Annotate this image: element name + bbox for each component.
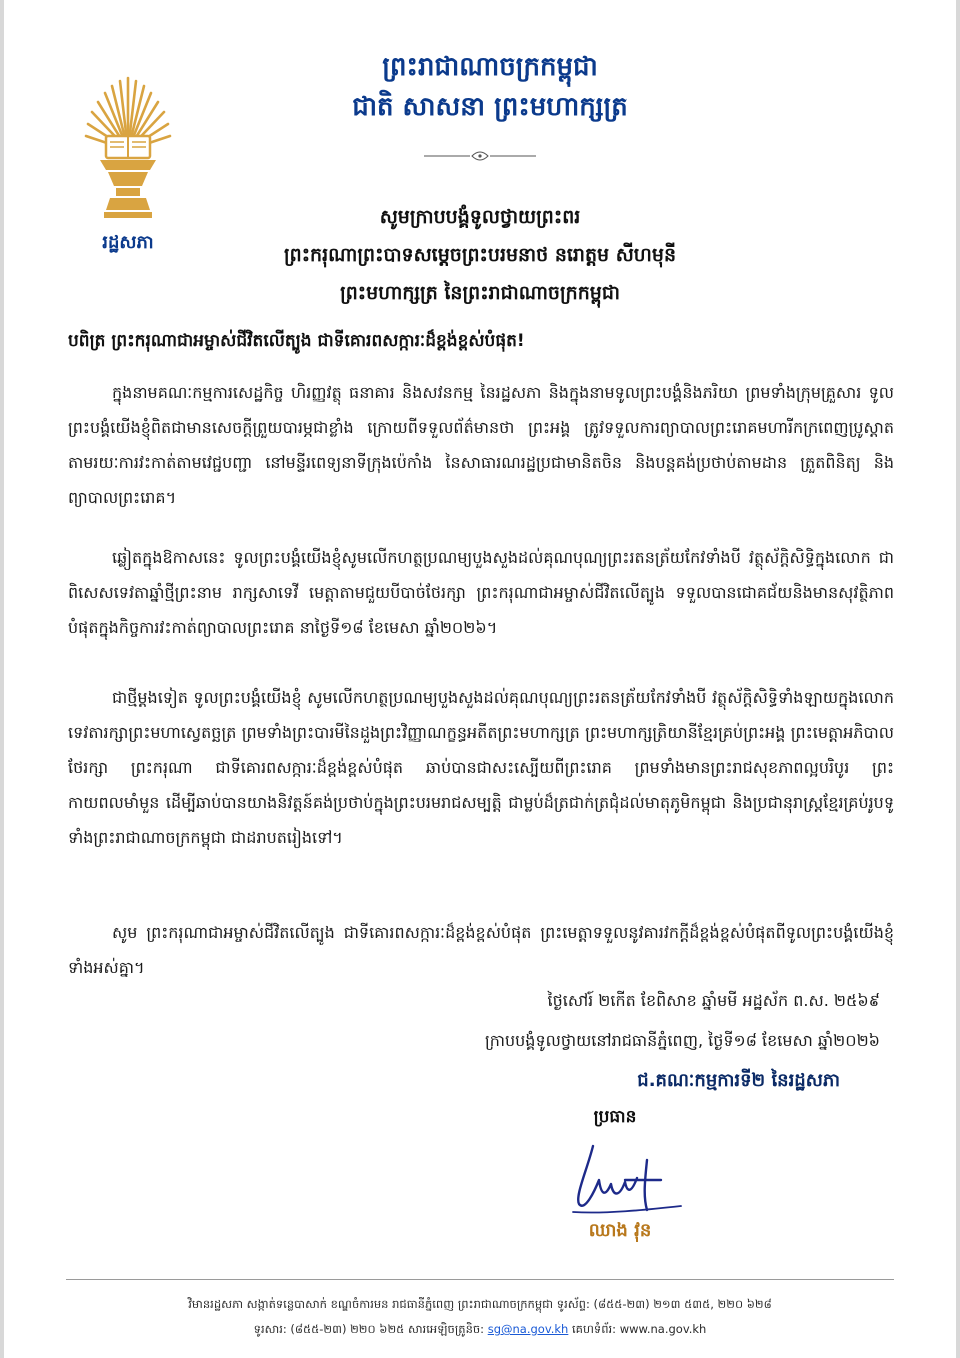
footer-address: វិមានរដ្ឋសភា សង្កាត់ទន្លេបាសាក់ ខណ្ឌចំការមន រាជធានីភ្នំពេញ ព្រះរាជាណាចក្រកម្ពុជា ទូរស័ព្ទ: (៨៥៥-២៣) ២១៣ ៥៣៥, ២២០ ៦២៨ xyxy=(188,1297,772,1311)
signer-name: ឈាង វុន xyxy=(588,1220,652,1241)
heading-line-1: សូមក្រាបបង្គំទូលថ្វាយព្រះពរ xyxy=(379,206,581,228)
signer-role: ប្រធាន xyxy=(593,1107,637,1127)
footer-divider xyxy=(66,1279,894,1280)
signer-organization: ជ.គណៈកម្មការទី២ នៃរដ្ឋសភា xyxy=(637,1070,840,1091)
footer-fax: ទូរសារ: (៨៥៥-២៣) ២២០ ៦២៥ សារអេឡិចត្រូនិច: xyxy=(253,1322,485,1336)
footer-contact xyxy=(60,1322,900,1339)
ornament-divider-icon xyxy=(420,148,540,164)
handwritten-signature xyxy=(565,1140,685,1220)
emblem-label: រដ្ឋសភា xyxy=(102,232,154,253)
salutation: បពិត្រ ព្រះករុណាជាអម្ចាស់ជីវិតលើត្បូង ជាទីគោរពសក្ការៈដ៏ខ្ពង់ខ្ពស់បំផុត! xyxy=(68,331,525,351)
lunar-date: ថ្ងៃសៅរ៍ ២កើត ខែពិសាខ ឆ្នាំមមី អដ្ឋស័ក ព.ស. ២៥៦៩ xyxy=(547,991,880,1010)
national-motto: ជាតិ សាសនា ព្រះមហាក្សត្រ xyxy=(352,92,628,122)
footer-website-label: គេហទំព័រ: xyxy=(572,1322,617,1336)
email-link[interactable]: sg@na.gov.kh xyxy=(487,1322,569,1336)
kingdom-title: ព្រះរាជាណាចក្រកម្ពុជា xyxy=(382,52,598,82)
emblem-icon xyxy=(78,72,178,227)
paragraph-4: សូម ព្រះករុណាជាអម្ចាស់ជីវិតលើត្បូង ជាទីគោរពសក្ការៈដ៏ខ្ពង់ខ្ពស់បំផុត ព្រះមេត្តាទទួលនូវគារវកក្តីដ៏ខ្ពង់ខ្ពស់បំផុតពីទូលព្រះបង្គំយើងខ្ញុំទាំងអស់គ្នា។ xyxy=(68,923,894,977)
national-assembly-emblem xyxy=(78,72,178,262)
paragraph-2: ឆ្លៀតក្នុងឱកាសនេះ ទូលព្រះបង្គំយើងខ្ញុំសូមលើកហត្ថប្រណម្យបួងសួងដល់គុណបុណ្យព្រះរតនត្រ័យកែវទាំងបី វត្ថុស័ក្តិសិទ្ធិក្នុងលោក ជាពិសេសទេវតាឆ្នាំថ្មីព្រះនាម រាក្សសាទេវី មេត្តាតាមជួយបីបាច់ថែរក្សា ព្រះករុណាជាអម្ចាស់ជីវិតលើត្បូង ទទួលបានជោគជ័យនិងមានសុវត្ថិភាពបំផុតក្នុងកិច្ចការវះកាត់ព្យាបាលព្រះរោគ នាថ្ងៃទី១៨ ខែមេសា ឆ្នាំ២០២៦។ xyxy=(68,548,894,637)
heading-line-3: ព្រះមហាក្សត្រ នៃព្រះរាជាណាចក្រកម្ពុជា xyxy=(340,282,620,304)
paragraph-3: ជាថ្មីម្តងទៀត ទូលព្រះបង្គំយើងខ្ញុំ សូមលើកហត្ថប្រណម្យបួងសួងដល់គុណបុណ្យព្រះរតនត្រ័យកែវទាំងបី វត្ថុស័ក្តិសិទ្ធិទាំងឡាយក្នុងលោក ទេវតារក្សាព្រះមហាស្វេតច្ឆត្រ ព្រមទាំងព្រះបារមីនៃដួងព្រះវិញ្ញាណក្ខន្ធអតីតព្រះមហាក្សត្រ ព្រះមហាក្សត្រិយានីខ្មែរគ្រប់ព្រះអង្គ ព្រះមេត្តាអភិបាលថែរក្សា ព្រះករុណា ជាទីគោរពសក្ការៈដ៏ខ្ពង់ខ្ពស់បំផុត ឆាប់បានជាសះស្បើយពីព្រះរោគ ព្រមទាំងមានព្រះរាជសុខភាពល្អបរិបូរ ព្រះកាយពលមាំមួន ដើម្បីឆាប់បានយាងនិវត្តន៍គង់ប្រថាប់ក្នុងព្រះបរមរាជសម្បត្តិ ជាម្លប់ដ៏ត្រជាក់ត្រជុំដល់មាតុភូមិកម្ពុជា និងប្រជានុរាស្ត្រខ្មែរគ្រប់រូបទូទាំងព្រះរាជាណាចក្រកម្ពុជា ជាដរាបតរៀងទៅ។ xyxy=(68,688,894,847)
heading-line-2: ព្រះករុណាព្រះបាទសម្តេចព្រះបរមនាថ នរោត្តម សីហមុនី xyxy=(283,244,677,266)
website-link[interactable]: www.na.gov.kh xyxy=(619,1322,707,1336)
place-date: ក្រាបបង្គំទូលថ្វាយនៅរាជធានីភ្នំពេញ, ថ្ងៃទី១៨ ខែមេសា ឆ្នាំ២០២៦ xyxy=(484,1031,880,1050)
paragraph-1: ក្នុងនាមគណៈកម្មការសេដ្ឋកិច្ច ហិរញ្ញវត្ថុ ធនាគារ និងសវនកម្ម នៃរដ្ឋសភា និងក្នុងនាមទូលព្រះបង្គំនិងភរិយា ព្រមទាំងក្រុមគ្រួសារ ទូលព្រះបង្គំយើងខ្ញុំពិតជាមានសេចក្តីព្រួយបារម្ភជាខ្លាំង ក្រោយពីទទួលព័ត៌មានថា ព្រះអង្គ ត្រូវទទួលការព្យាបាលព្រះរោគមហារីកក្រពេញប្រូស្តាត តាមរយៈការវះកាត់តាមវេជ្ជបញ្ជា នៅមន្ទីរពេទ្យនាទីក្រុងប៉េកាំង នៃសាធារណរដ្ឋប្រជាមានិតចិន និងបន្តគង់ប្រថាប់តាមដាន ត្រួតពិនិត្យ និងព្យាបាលព្រះរោគ។ xyxy=(68,383,895,507)
